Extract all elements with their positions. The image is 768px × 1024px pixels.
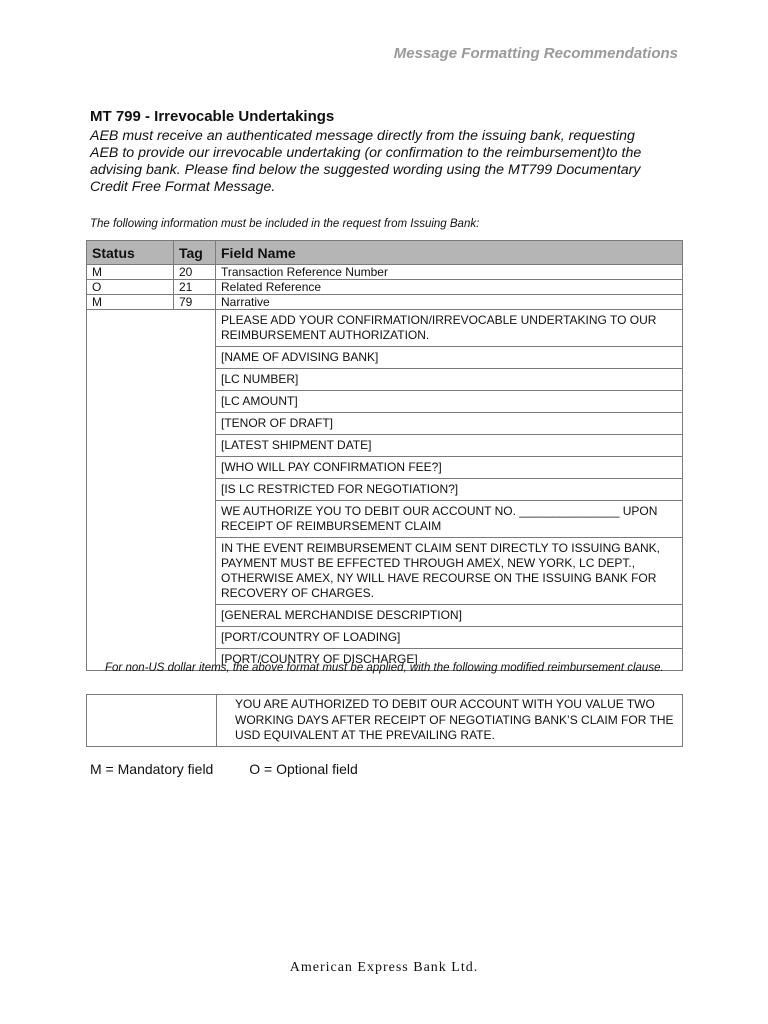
narrative-blank-cell [87, 310, 216, 671]
table-row [87, 280, 683, 295]
legend-optional: O = Optional field [249, 761, 358, 777]
header-status: Status [87, 241, 174, 265]
row-tag: 21 [174, 280, 216, 295]
requirements-note: The following information must be included in the request from Issuing Bank: [90, 218, 480, 230]
row-field-name: Related Reference [216, 280, 683, 295]
row-tag: 79 [174, 295, 216, 310]
modified-clause-table [86, 694, 683, 747]
field-legend [90, 761, 358, 777]
modified-clause-blank-cell [87, 695, 217, 747]
row-field-name: Narrative [216, 295, 683, 310]
row-tag: 20 [174, 265, 216, 280]
narrative-line: [LC AMOUNT] [216, 391, 683, 413]
narrative-row [87, 310, 683, 347]
legend-mandatory: M = Mandatory field [90, 761, 214, 777]
page-header-title: Message Formatting Recommendations [393, 45, 678, 62]
narrative-line: [GENERAL MERCHANDISE DESCRIPTION] [216, 605, 683, 627]
section-title: MT 799 - Irrevocable Undertakings [90, 108, 335, 125]
header-field-name: Field Name [216, 241, 683, 265]
table-header-row [87, 241, 683, 265]
table-row [87, 295, 683, 310]
page-footer: American Express Bank Ltd. [289, 960, 479, 975]
row-status: M [87, 295, 174, 310]
row-field-name: Transaction Reference Number [216, 265, 683, 280]
table-row [87, 265, 683, 280]
header-tag: Tag [174, 241, 216, 265]
narrative-line: PLEASE ADD YOUR CONFIRMATION/IRREVOCABLE UNDERTAKING TO OUR REIMBURSEMENT AUTHORIZATION. [216, 310, 683, 347]
narrative-line: WE AUTHORIZE YOU TO DEBIT OUR ACCOUNT NO. _______________ UPON RECEIPT OF REIMBURSEMENT CLAIM [216, 501, 683, 538]
row-status: O [87, 280, 174, 295]
narrative-line: [WHO WILL PAY CONFIRMATION FEE?] [216, 457, 683, 479]
modified-clause-row [87, 695, 683, 747]
narrative-line: [LATEST SHIPMENT DATE] [216, 435, 683, 457]
narrative-line: IN THE EVENT REIMBURSEMENT CLAIM SENT DIRECTLY TO ISSUING BANK, PAYMENT MUST BE EFFECTED THROUGH AMEX, NEW YORK, LC DEPT., OTHERWISE AMEX, NY WILL HAVE RECOURSE ON THE ISSUING BANK FOR RECOVERY OF CHARGES. [216, 538, 683, 605]
narrative-line: [NAME OF ADVISING BANK] [216, 347, 683, 369]
fields-table [86, 240, 683, 671]
modified-clause-text: YOU ARE AUTHORIZED TO DEBIT OUR ACCOUNT WITH YOU VALUE TWO WORKING DAYS AFTER RECEIPT OF NEGOTIATING BANK’S CLAIM FOR THE USD EQUIVALENT AT THE PREVAILING RATE. [217, 695, 683, 747]
row-status: M [87, 265, 174, 280]
non-us-dollar-note: For non-US dollar items, the above format must be applied, with the following modified reimbursement clause. [105, 662, 664, 674]
narrative-line: [TENOR OF DRAFT] [216, 413, 683, 435]
narrative-line: [PORT/COUNTRY OF DISCHARGE] [216, 649, 683, 671]
intro-paragraph: AEB must receive an authenticated message directly from the issuing bank, requesting AEB to provide our irrevocable undertaking (or confirmation to the reimbursement)to the advising bank. Please find below the suggested wording using the MT799 Documentary Credit Free Format Message. [90, 128, 642, 195]
narrative-line: [PORT/COUNTRY OF LOADING] [216, 627, 683, 649]
narrative-line: [LC NUMBER] [216, 369, 683, 391]
narrative-line: [IS LC RESTRICTED FOR NEGOTIATION?] [216, 479, 683, 501]
